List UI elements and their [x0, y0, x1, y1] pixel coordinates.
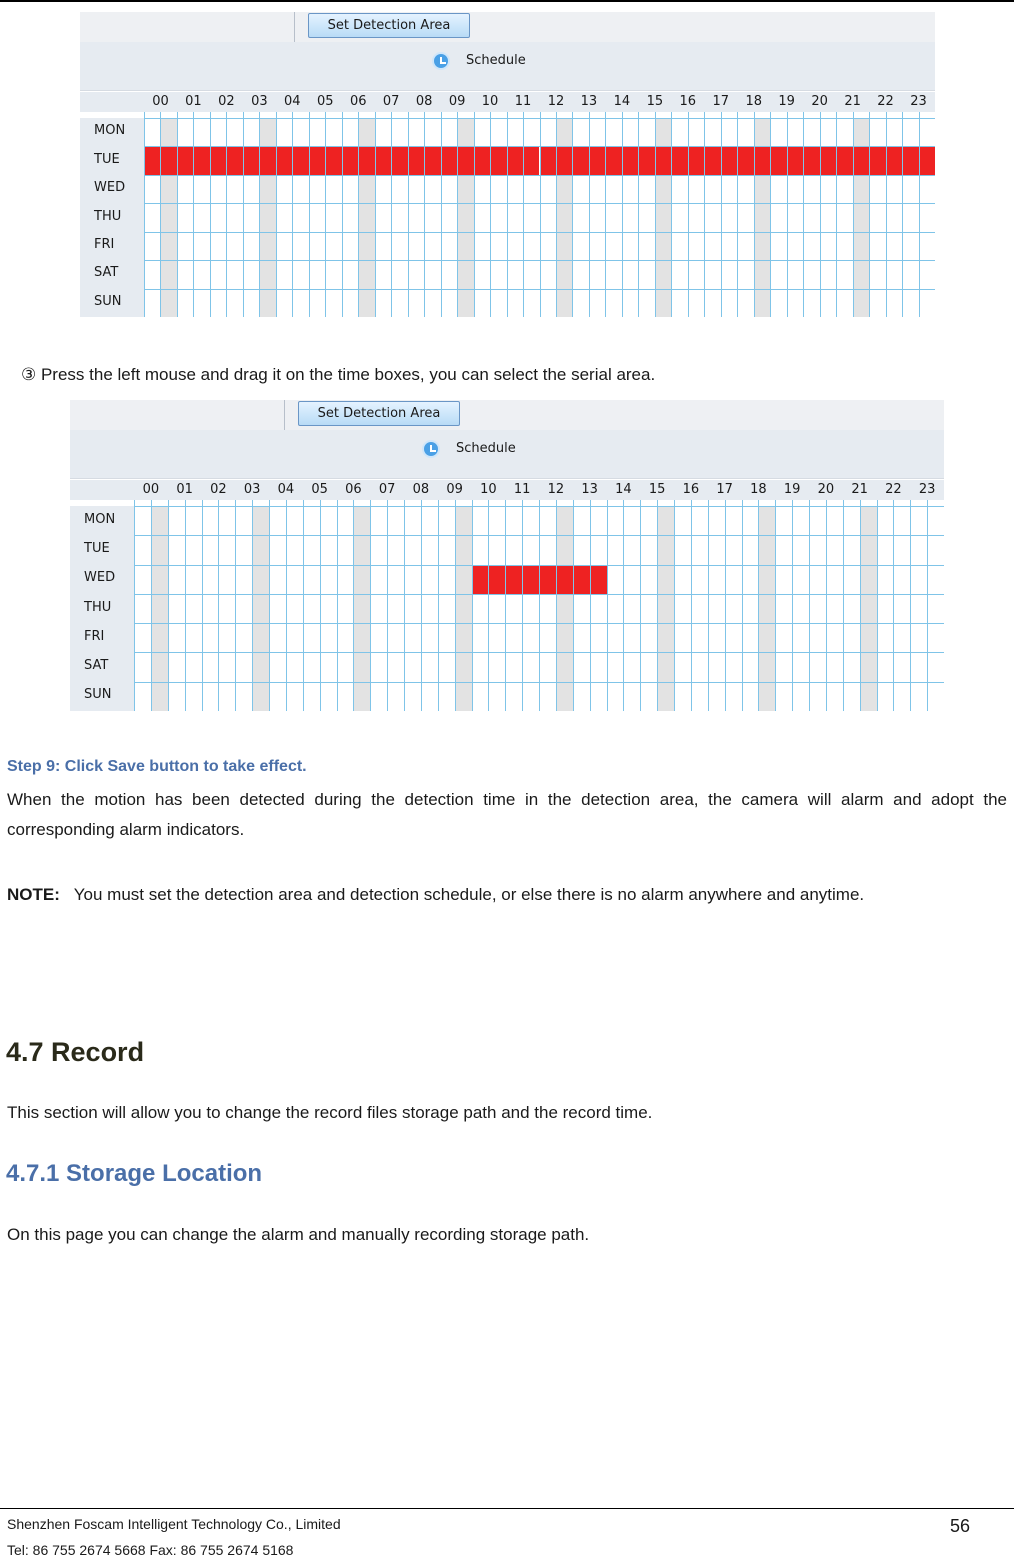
selected-slot[interactable] — [556, 146, 572, 174]
selected-slot[interactable] — [472, 565, 489, 594]
grid-line-vertical — [691, 500, 692, 711]
grid-line-vertical — [803, 112, 804, 317]
grid-line-vertical — [370, 500, 371, 711]
hour-label-00: 00 — [142, 482, 160, 497]
day-label-fri: FRI — [84, 628, 105, 644]
grid-line-vertical — [792, 500, 793, 711]
grid-line-vertical — [573, 500, 574, 711]
hour-label-22: 22 — [877, 94, 894, 109]
grid-line-vertical — [721, 112, 722, 317]
grid-line-vertical — [391, 112, 392, 317]
grid-line-vertical — [303, 500, 304, 711]
grid-line-vertical — [193, 112, 194, 317]
grid-line-vertical — [151, 500, 152, 711]
grid-line-vertical — [758, 500, 759, 711]
hour-label-05: 05 — [316, 94, 334, 109]
grid-line-horizontal — [134, 652, 944, 653]
top-rule — [0, 0, 1014, 2]
grid-line-vertical — [622, 112, 623, 317]
schedule-label: Schedule — [456, 441, 516, 456]
hour-label-22: 22 — [885, 482, 902, 497]
hour-label-08: 08 — [415, 94, 433, 109]
selected-slot[interactable] — [721, 146, 737, 174]
grid-line-vertical — [218, 500, 219, 711]
grid-line-vertical — [910, 500, 911, 711]
grid-line-vertical — [259, 112, 260, 317]
grid-line-horizontal — [144, 232, 935, 233]
hour-label-19: 19 — [778, 94, 795, 109]
selected-slot[interactable] — [457, 146, 473, 174]
grid-shade — [151, 506, 168, 711]
grid-line-vertical — [556, 500, 557, 711]
day-label-tue: TUE — [84, 540, 110, 556]
selected-slot[interactable] — [886, 146, 902, 174]
hour-label-06: 06 — [349, 94, 367, 109]
grid-line-vertical — [853, 112, 854, 317]
grid-line-vertical — [657, 500, 658, 711]
selected-slot[interactable] — [523, 146, 539, 174]
grid-line-vertical — [185, 500, 186, 711]
grid-line-vertical — [893, 500, 894, 711]
grid-line-vertical — [522, 500, 523, 711]
note-paragraph — [7, 880, 1007, 910]
day-label-sun: SUN — [84, 687, 112, 703]
grid-line-vertical — [688, 112, 689, 317]
grid-line-vertical — [640, 500, 641, 711]
hour-label-10: 10 — [481, 94, 499, 109]
selected-slot[interactable] — [638, 146, 654, 174]
hour-label-13: 13 — [581, 482, 598, 497]
grid-line-vertical — [809, 500, 810, 711]
grid-line-vertical — [243, 112, 244, 317]
grid-line-vertical — [210, 112, 211, 317]
grid-shade — [252, 506, 269, 711]
selected-slot[interactable] — [556, 565, 573, 594]
day-label-thu: THU — [84, 599, 112, 615]
selected-slot[interactable] — [193, 146, 209, 174]
grid-line-vertical — [144, 112, 145, 317]
note-body: You must set the detection area and detection schedule, or else there is no alarm anywhere and anytime. — [73, 885, 865, 904]
hour-label-11: 11 — [514, 94, 532, 109]
hour-label-17: 17 — [712, 94, 730, 109]
grid-line-vertical — [134, 500, 135, 711]
grid-shade — [758, 506, 775, 711]
grid-line-vertical — [320, 500, 321, 711]
grid-line-vertical — [472, 500, 473, 711]
toolbar-divider — [294, 12, 295, 42]
grid-line-vertical — [737, 112, 738, 317]
grid-line-vertical — [902, 112, 903, 317]
grid-line-vertical — [671, 112, 672, 317]
hour-label-03: 03 — [251, 94, 268, 109]
hour-label-12: 12 — [547, 482, 565, 497]
selected-slot[interactable] — [902, 146, 918, 174]
schedule-screenshot-wednesday — [70, 400, 944, 711]
grid-shade — [860, 506, 877, 711]
selected-slot[interactable] — [259, 146, 275, 174]
grid-line-horizontal — [144, 260, 935, 261]
grid-line-vertical — [325, 112, 326, 317]
grid-line-vertical — [505, 500, 506, 711]
grid-line-vertical — [337, 500, 338, 711]
hour-label-11: 11 — [513, 482, 531, 497]
selected-slot[interactable] — [770, 146, 786, 174]
hour-label-04: 04 — [277, 482, 295, 497]
hour-label-09: 09 — [448, 94, 466, 109]
day-label-sat: SAT — [94, 265, 119, 281]
selected-slot[interactable] — [408, 146, 424, 174]
grid-line-vertical — [488, 500, 489, 711]
grid-line-vertical — [927, 500, 928, 711]
schedule-label: Schedule — [466, 53, 526, 68]
grid-line-vertical — [540, 112, 541, 317]
hour-label-20: 20 — [811, 94, 828, 109]
selected-slot[interactable] — [342, 146, 358, 174]
schedule-toolbar — [70, 400, 944, 431]
toolbar-divider — [284, 400, 285, 430]
selected-slot[interactable] — [803, 146, 819, 174]
grid-line-vertical — [160, 112, 161, 317]
clock-icon — [422, 440, 440, 458]
grid-line-horizontal — [144, 203, 935, 204]
grid-line-vertical — [860, 500, 861, 711]
footer-rule — [0, 1508, 1014, 1509]
grid-line-vertical — [886, 112, 887, 317]
grid-line-vertical — [674, 500, 675, 711]
day-label-tue: TUE — [94, 151, 120, 167]
hour-label-21: 21 — [851, 482, 868, 497]
step3-text: ③ Press the left mouse and drag it on the time boxes, you can select the serial area. — [21, 365, 656, 384]
step9-heading: Step 9: Click Save button to take effect. — [7, 758, 307, 775]
grid-line-horizontal — [144, 146, 935, 147]
hour-label-04: 04 — [284, 94, 301, 109]
selected-slot[interactable] — [869, 146, 885, 174]
hour-label-15: 15 — [646, 94, 664, 109]
grid-line-vertical — [490, 112, 491, 317]
grid-line-vertical — [177, 112, 178, 317]
grid-line-vertical — [424, 112, 425, 317]
grid-line-vertical — [919, 112, 920, 317]
hour-label-23: 23 — [918, 482, 936, 497]
schedule-toolbar — [80, 12, 935, 43]
grid-line-vertical — [523, 112, 524, 317]
hour-label-12: 12 — [547, 94, 565, 109]
selected-slot[interactable] — [919, 146, 935, 174]
selected-slot[interactable] — [144, 146, 160, 174]
grid-line-vertical — [605, 112, 606, 317]
hour-label-02: 02 — [218, 94, 235, 109]
grid-line-vertical — [820, 112, 821, 317]
grid-line-vertical — [787, 112, 788, 317]
hour-label-20: 20 — [817, 482, 835, 497]
grid-line-horizontal — [144, 175, 935, 176]
selected-slot[interactable] — [787, 146, 803, 174]
selected-slot[interactable] — [573, 565, 590, 594]
section-intro: This section will allow you to change the record files storage path and the record time. — [7, 1103, 653, 1122]
selected-slot[interactable] — [655, 146, 671, 174]
grid-line-vertical — [869, 112, 870, 317]
grid-line-vertical — [708, 500, 709, 711]
grid-line-vertical — [353, 500, 354, 711]
grid-shade — [455, 506, 472, 711]
grid-line-horizontal — [134, 682, 944, 683]
grid-line-vertical — [438, 500, 439, 711]
day-label-sun: SUN — [94, 293, 122, 309]
subsection-title: 4.7.1 Storage Location — [6, 1160, 263, 1187]
grid-line-vertical — [342, 112, 343, 317]
grid-line-vertical — [455, 500, 456, 711]
selected-slot[interactable] — [820, 146, 836, 174]
hour-label-02: 02 — [210, 482, 227, 497]
grid-line-vertical — [539, 500, 540, 711]
selected-slot[interactable] — [737, 146, 753, 174]
grid-line-vertical — [725, 500, 726, 711]
grid-line-vertical — [775, 500, 776, 711]
grid-line-vertical — [226, 112, 227, 317]
selected-slot[interactable] — [177, 146, 193, 174]
day-label-mon: MON — [84, 511, 116, 527]
grid-line-vertical — [387, 500, 388, 711]
selected-slot[interactable] — [853, 146, 869, 174]
page-number: 56 — [949, 1516, 970, 1536]
day-label-mon: MON — [94, 123, 126, 139]
hour-label-01: 01 — [185, 94, 202, 109]
grid-line-horizontal — [134, 565, 944, 566]
grid-line-vertical — [309, 112, 310, 317]
hour-label-06: 06 — [345, 482, 362, 497]
grid-line-vertical — [168, 500, 169, 711]
selected-slot[interactable] — [572, 146, 588, 174]
hour-label-09: 09 — [446, 482, 463, 497]
hour-label-03: 03 — [243, 482, 261, 497]
selected-slot[interactable] — [309, 146, 325, 174]
grid-line-vertical — [507, 112, 508, 317]
step9-body: When the motion has been detected during the detection time in the detection area, the camera will alarm and adopt the corresponding alarm indicators. — [7, 790, 1007, 839]
grid-line-vertical — [457, 112, 458, 317]
selected-slot[interactable] — [424, 146, 440, 174]
grid-line-vertical — [235, 500, 236, 711]
hour-label-21: 21 — [844, 94, 861, 109]
hour-label-01: 01 — [176, 482, 193, 497]
grid-line-vertical — [877, 500, 878, 711]
day-label-fri: FRI — [94, 236, 115, 252]
grid-line-horizontal — [134, 623, 944, 624]
grid-line-vertical — [292, 112, 293, 317]
selected-slot[interactable] — [474, 146, 490, 174]
grid-line-vertical — [623, 500, 624, 711]
grid-line-vertical — [276, 112, 277, 317]
grid-line-vertical — [655, 112, 656, 317]
selected-slot[interactable] — [160, 146, 176, 174]
grid-line-horizontal — [134, 506, 944, 507]
subsection-intro: On this page you can change the alarm and manually recording storage path. — [7, 1225, 590, 1244]
hour-label-16: 16 — [682, 482, 700, 497]
hour-label-08: 08 — [412, 482, 430, 497]
hour-label-16: 16 — [679, 94, 697, 109]
grid-line-vertical — [404, 500, 405, 711]
selected-slot[interactable] — [507, 146, 523, 174]
selected-slot[interactable] — [276, 146, 292, 174]
selected-slot[interactable] — [671, 146, 687, 174]
hour-label-18: 18 — [750, 482, 767, 497]
grid-line-horizontal — [144, 289, 935, 290]
hour-label-10: 10 — [480, 482, 497, 497]
selected-slot[interactable] — [522, 565, 539, 594]
hour-label-17: 17 — [716, 482, 733, 497]
selected-slot[interactable] — [539, 565, 556, 594]
hour-label-14: 14 — [613, 94, 631, 109]
grid-shade — [657, 506, 674, 711]
set-detection-area-button[interactable]: Set Detection Area — [298, 401, 460, 426]
grid-line-vertical — [375, 112, 376, 317]
day-label-wed: WED — [94, 180, 126, 196]
grid-line-vertical — [742, 500, 743, 711]
selected-slot[interactable] — [540, 146, 556, 174]
note-label: NOTE: — [7, 885, 60, 904]
day-label-wed: WED — [84, 570, 116, 586]
hour-label-07: 07 — [382, 94, 400, 109]
grid-line-vertical — [572, 112, 573, 317]
selected-slot[interactable] — [243, 146, 259, 174]
hour-label-19: 19 — [783, 482, 801, 497]
section-title: 4.7 Record — [6, 1037, 145, 1067]
footer-contact: Tel: 86 755 2674 5668 Fax: 86 755 2674 5168 — [7, 1542, 294, 1558]
grid-line-vertical — [421, 500, 422, 711]
selected-slot[interactable] — [391, 146, 407, 174]
grid-line-vertical — [607, 500, 608, 711]
footer-company: Shenzhen Foscam Intelligent Technology Co., Limited — [7, 1516, 341, 1532]
grid-shade — [556, 506, 573, 711]
selected-slot[interactable] — [375, 146, 391, 174]
selected-slot[interactable] — [441, 146, 457, 174]
selected-slot[interactable] — [590, 565, 607, 594]
selected-slot[interactable] — [589, 146, 605, 174]
grid-line-vertical — [202, 500, 203, 711]
day-label-thu: THU — [94, 208, 122, 224]
hour-label-05: 05 — [311, 482, 328, 497]
selected-slot[interactable] — [210, 146, 226, 174]
grid-line-vertical — [589, 112, 590, 317]
grid-line-vertical — [704, 112, 705, 317]
clock-icon — [432, 52, 450, 70]
selected-slot[interactable] — [836, 146, 852, 174]
day-label-sat: SAT — [84, 658, 109, 674]
grid-line-vertical — [826, 500, 827, 711]
hour-label-18: 18 — [745, 94, 762, 109]
selected-slot[interactable] — [622, 146, 638, 174]
grid-line-vertical — [843, 500, 844, 711]
selected-slot[interactable] — [754, 146, 770, 174]
hour-label-15: 15 — [648, 482, 666, 497]
selected-slot[interactable] — [505, 565, 522, 594]
selected-slot[interactable] — [488, 565, 505, 594]
selected-slot[interactable] — [704, 146, 720, 174]
selected-slot[interactable] — [325, 146, 341, 174]
grid-line-vertical — [286, 500, 287, 711]
selected-slot[interactable] — [226, 146, 242, 174]
grid-line-vertical — [754, 112, 755, 317]
selected-slot[interactable] — [605, 146, 621, 174]
hour-label-07: 07 — [378, 482, 396, 497]
selected-slot[interactable] — [292, 146, 308, 174]
grid-line-vertical — [358, 112, 359, 317]
grid-line-vertical — [770, 112, 771, 317]
grid-line-horizontal — [134, 535, 944, 536]
selected-slot[interactable] — [490, 146, 506, 174]
grid-line-vertical — [252, 500, 253, 711]
grid-line-vertical — [556, 112, 557, 317]
set-detection-area-button[interactable]: Set Detection Area — [308, 13, 470, 38]
grid-line-vertical — [269, 500, 270, 711]
grid-shade — [353, 506, 370, 711]
hour-label-00: 00 — [152, 94, 169, 109]
grid-line-vertical — [836, 112, 837, 317]
grid-line-vertical — [408, 112, 409, 317]
grid-line-vertical — [590, 500, 591, 711]
hour-label-14: 14 — [615, 482, 632, 497]
hour-label-23: 23 — [910, 94, 927, 109]
grid-line-vertical — [474, 112, 475, 317]
hour-label-13: 13 — [580, 94, 598, 109]
selected-slot[interactable] — [688, 146, 704, 174]
schedule-screenshot-tuesday — [80, 12, 935, 317]
grid-line-vertical — [638, 112, 639, 317]
grid-line-vertical — [441, 112, 442, 317]
grid-line-horizontal — [134, 594, 944, 595]
selected-slot[interactable] — [358, 146, 374, 174]
grid-line-horizontal — [144, 118, 935, 119]
